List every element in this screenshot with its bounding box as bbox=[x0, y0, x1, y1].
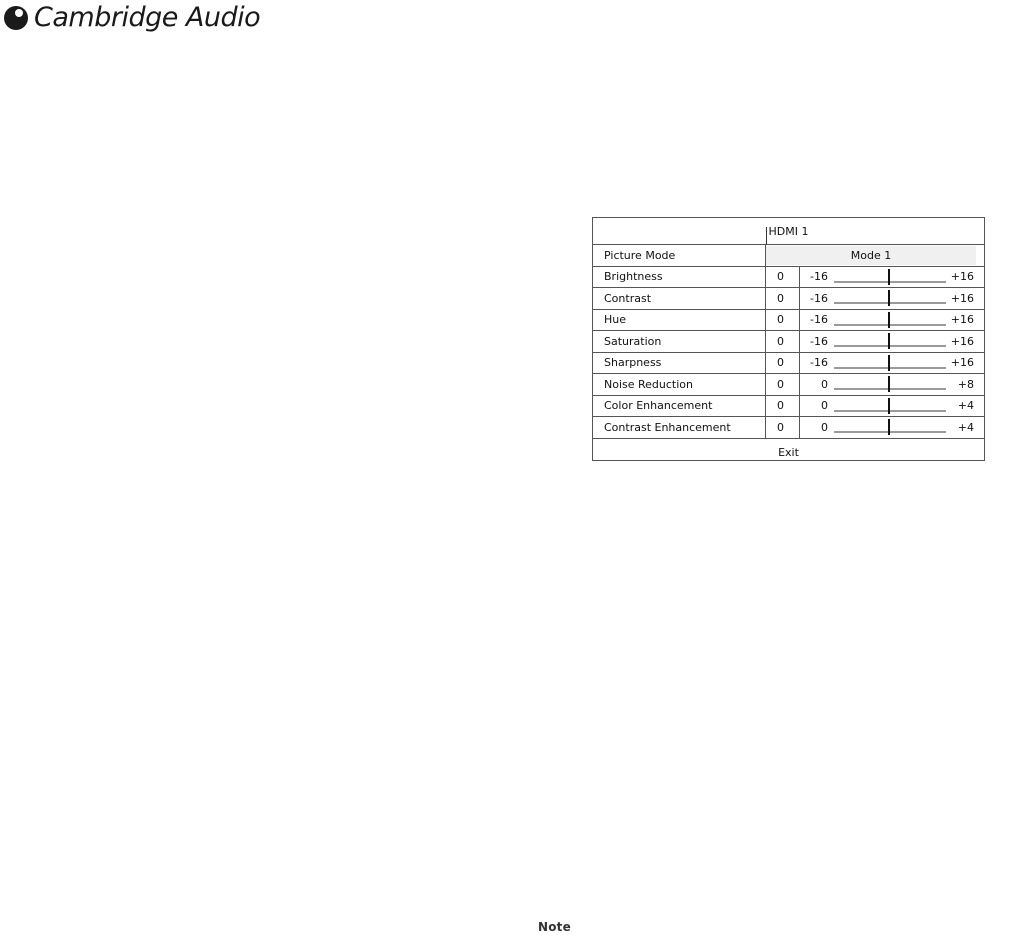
contrast-label: Contrast bbox=[593, 288, 766, 309]
exit-button[interactable] bbox=[593, 439, 984, 466]
sharpness-min: -16 bbox=[810, 356, 828, 370]
hue-max: +16 bbox=[950, 313, 974, 327]
sharpness-max: +16 bbox=[950, 356, 974, 370]
noise-reduction-slider-track bbox=[834, 388, 946, 390]
contrast-enhancement-slider[interactable] bbox=[832, 417, 946, 438]
sharpness-slider[interactable] bbox=[832, 353, 946, 374]
brightness-slider[interactable] bbox=[832, 267, 946, 288]
contrast-min: -16 bbox=[810, 291, 828, 305]
brand-name: Cambridge Audio bbox=[34, 1, 261, 33]
brightness-row[interactable] bbox=[593, 267, 984, 289]
text-cursor bbox=[766, 227, 767, 245]
hue-label: Hue bbox=[593, 310, 766, 331]
contrast-enhancement-min: 0 bbox=[821, 420, 828, 434]
saturation-slider-thumb[interactable] bbox=[888, 333, 890, 349]
contrast-slider-track bbox=[834, 302, 946, 304]
hue-row[interactable] bbox=[593, 310, 984, 332]
noise-reduction-min: 0 bbox=[821, 377, 828, 391]
contrast-enhancement-value: 0 bbox=[766, 417, 800, 438]
osd-title-bar bbox=[593, 218, 984, 245]
noise-reduction-row[interactable] bbox=[593, 374, 984, 396]
color-enhancement-max: +4 bbox=[957, 399, 974, 413]
contrast-row[interactable] bbox=[593, 288, 984, 310]
contrast-enhancement-label: Contrast Enhancement bbox=[593, 417, 766, 438]
contrast-enhancement-slider-thumb[interactable] bbox=[888, 419, 890, 435]
color-enhancement-slider-thumb[interactable] bbox=[888, 398, 890, 414]
color-enhancement-value: 0 bbox=[766, 396, 800, 417]
saturation-max: +16 bbox=[950, 334, 974, 348]
hue-value: 0 bbox=[766, 310, 800, 331]
noise-reduction-value: 0 bbox=[766, 374, 800, 395]
contrast-value: 0 bbox=[766, 288, 800, 309]
noise-reduction-label: Noise Reduction bbox=[593, 374, 766, 395]
saturation-slider-track bbox=[834, 345, 946, 347]
contrast-enhancement-max: +4 bbox=[957, 420, 974, 434]
contrast-enhancement-row[interactable] bbox=[593, 417, 984, 439]
noise-reduction-max: +8 bbox=[957, 377, 974, 391]
saturation-value: 0 bbox=[766, 331, 800, 352]
osd-title: HDMI 1 bbox=[768, 224, 809, 238]
brand-logo bbox=[2, 0, 260, 34]
contrast-enhancement-slider-track bbox=[834, 431, 946, 433]
saturation-slider[interactable] bbox=[832, 331, 946, 352]
exit-label: Exit bbox=[778, 445, 799, 459]
picture-mode-row[interactable] bbox=[593, 245, 984, 267]
brightness-label: Brightness bbox=[593, 267, 766, 288]
contrast-max: +16 bbox=[950, 291, 974, 305]
sharpness-label: Sharpness bbox=[593, 353, 766, 374]
cambridge-audio-logo-icon bbox=[2, 2, 30, 32]
saturation-min: -16 bbox=[810, 334, 828, 348]
sharpness-slider-thumb[interactable] bbox=[888, 355, 890, 371]
noise-reduction-slider-thumb[interactable] bbox=[888, 376, 890, 392]
sharpness-slider-track bbox=[834, 367, 946, 369]
brightness-slider-track bbox=[834, 281, 946, 283]
brightness-max: +16 bbox=[950, 270, 974, 284]
color-enhancement-min: 0 bbox=[821, 399, 828, 413]
color-enhancement-slider-track bbox=[834, 410, 946, 412]
noise-reduction-slider[interactable] bbox=[832, 374, 946, 395]
brightness-value: 0 bbox=[766, 267, 800, 288]
contrast-slider-thumb[interactable] bbox=[888, 290, 890, 306]
hue-slider-thumb[interactable] bbox=[888, 312, 890, 328]
picture-mode-label: Picture Mode bbox=[593, 245, 766, 266]
contrast-slider[interactable] bbox=[832, 288, 946, 309]
hue-slider[interactable] bbox=[832, 310, 946, 331]
hue-slider-track bbox=[834, 324, 946, 326]
picture-mode-value[interactable]: Mode 1 bbox=[766, 246, 976, 265]
color-enhancement-label: Color Enhancement bbox=[593, 396, 766, 417]
note-label: Note bbox=[538, 920, 571, 934]
hue-min: -16 bbox=[810, 313, 828, 327]
osd-menu bbox=[592, 217, 985, 461]
saturation-row[interactable] bbox=[593, 331, 984, 353]
sharpness-row[interactable] bbox=[593, 353, 984, 375]
brightness-min: -16 bbox=[810, 270, 828, 284]
color-enhancement-slider[interactable] bbox=[832, 396, 946, 417]
color-enhancement-row[interactable] bbox=[593, 396, 984, 418]
saturation-label: Saturation bbox=[593, 331, 766, 352]
brightness-slider-thumb[interactable] bbox=[888, 269, 890, 285]
sharpness-value: 0 bbox=[766, 353, 800, 374]
